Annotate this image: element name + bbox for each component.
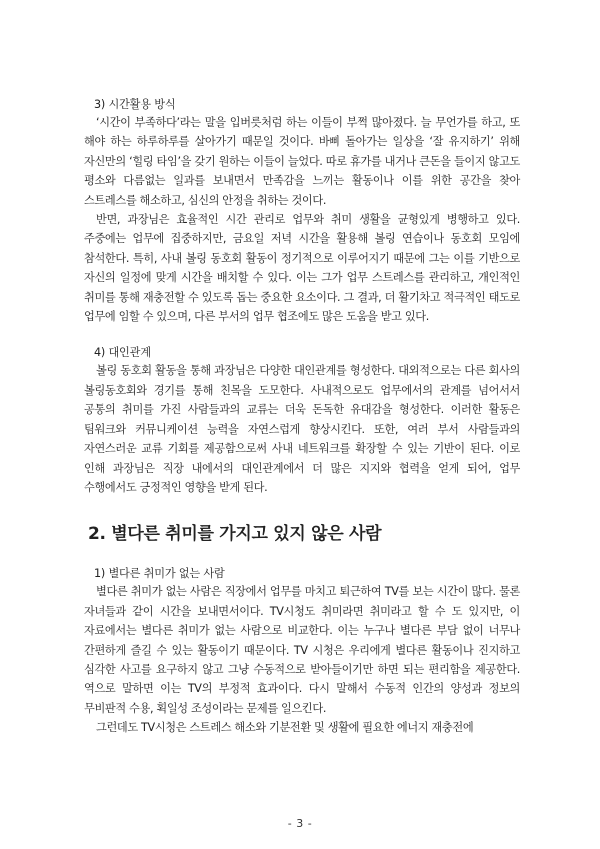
paragraph-time-usage-2: 반면, 과장님은 효율적인 시간 관리로 업무와 취미 생활을 균형있게 병행하고 있다. 주중에는 업무에 집중하지만, 금요일 저녁 시간을 활용해 볼링 연습이나 동호회 모임에 참석한다. 특히, 사내 볼링 동호회 활동이 정기적으로 이루어지기 때문에 그는 이를 기반으로 자신의 일정에 맞게 시간을 배치할 수 있다. 이는 그가 업무 스트레스를 관리하고, 개인적인 취미를 통해 재충전할 수 있도록 돕는 중요한 요소이다. 그 결과, 더 활기차고 적극적인 태도로 업무에 임할 수 있으며, 다른 부서의 업무 협조에도 많은 도움을 받고 있다.	[84, 213, 520, 324]
section-heading-time-usage: 3) 시간활용 방식	[94, 98, 176, 111]
paragraph-no-hobby-2: 그런데도 TV시청은 스트레스 해소와 기분전환 및 생활에 필요한 에너지 재충전에	[96, 721, 474, 735]
section-heading-relationships: 4) 대인관계	[94, 346, 151, 360]
paragraph-no-hobby-1: 별다른 취미가 없는 사람은 직장에서 업무를 마치고 퇴근하여 TV를 보는 시간이 많다. 물론 자녀들과 같이 시간을 보내면서이다. TV시청도 취미라면 취미라고 할 수 도 있지만, 이 자료에서는 별다른 취미가 없는 사람으로 비교한다. 이는 누구나 별다른 부담 없이 너무나 간편하게 즐길 수 있는 활동이기 때문이다. TV 시청은 우리에게 별다른 활동이나 진지하고 심각한 사고를 요구하지 않고 그냥 수동적으로 받아들이기만 하면 되는 편리함을 제공한다. 역으로 말하면 이는 TV의 부정적 효과이다. 다시 말해서 수동적 인간의 양성과 정보의 무비판적 수용, 획일성 조성이라는 문제를 일으킨다.	[84, 585, 520, 715]
section-heading-no-hobby: 1) 별다른 취미가 없는 사람	[94, 567, 225, 581]
page-number: - 3 -	[287, 817, 313, 830]
paragraph-relationships: 볼링 동호회 활동을 통해 과장님은 다양한 대인관계를 형성한다. 대외적으로는 다른 회사의 볼링동호회와 경기를 통해 친목을 도모한다. 사내적으로도 업무에서의 관계를 넘어서서 공통의 취미를 가진 사람들과의 교류는 더욱 돈독한 유대감을 형성한다. 이러한 활동은 팀워크와 커뮤니케이션 능력을 자연스럽게 향상시킨다. 또한, 여러 부서 사람들과의 자연스러운 교류 기회를 제공함으로써 사내 네트워크를 확장할 수 있는 기반이 된다. 이로 인해 과장님은 직장 내에서의 대인관계에서 더 많은 지지와 협력을 얻게 되어, 업무 수행에서도 긍정적인 영향을 받게 된다.	[84, 364, 520, 494]
paragraph-time-usage-1: ‘시간이 부족하다’라는 말을 입버릇처럼 하는 이들이 부쩍 많아졌다. 늘 무언가를 하고, 또 해야 하는 하루하루를 살아가기 때문일 것이다. 바삐 돌아가는 일상을 ‘잘 유지하기’ 위해 자신만의 ‘힐링 타임’을 갖기 원하는 이들이 늘었다. 따로 휴가를 내거나 큰돈을 들이지 않고도 평소와 다름없는 일과를 보내면서 만족감을 느끼는 활동이나 이를 위한 공간을 찾아 스트레스를 해소하고, 심신의 안정을 취하는 것이다.	[84, 116, 520, 207]
page-body	[84, 96, 520, 738]
chapter-title: 2. 별다른 취미를 가지고 있지 않은 사람	[88, 524, 382, 545]
